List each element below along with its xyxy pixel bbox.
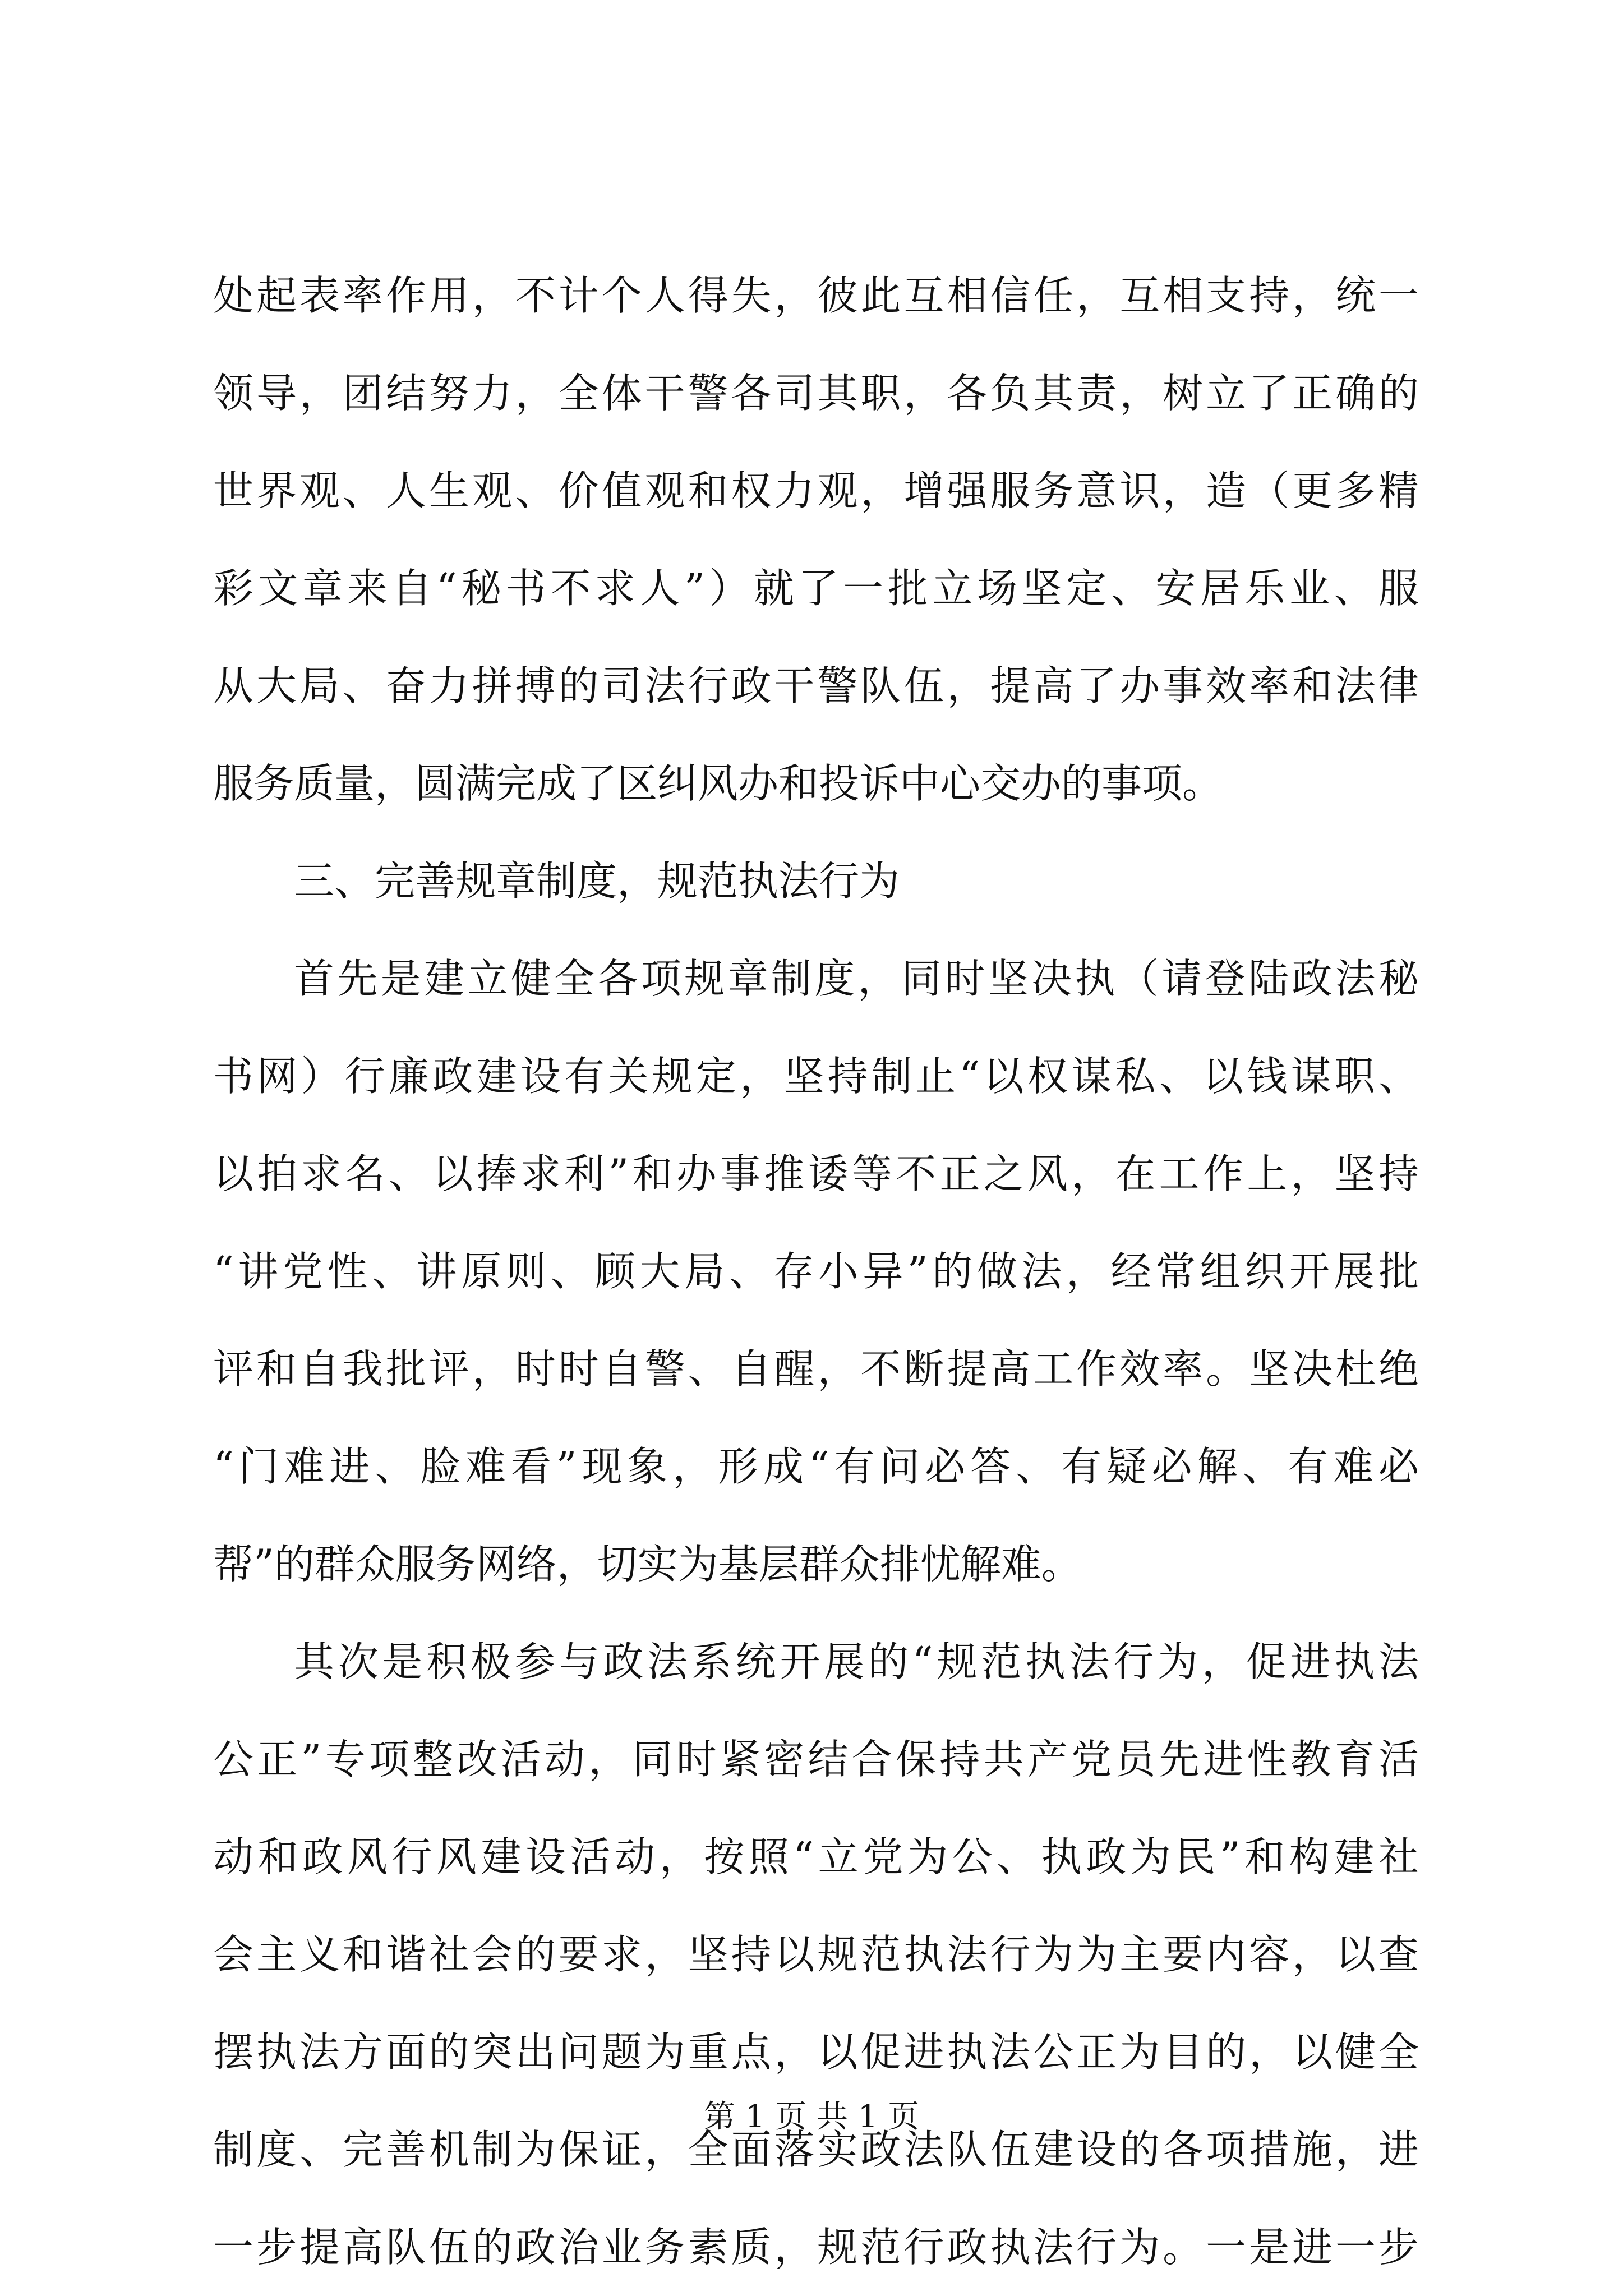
text-line: 摆执法方面的突出问题为重点，以促进执法公正为目的，以健全	[213, 2028, 1419, 2076]
text-line: 彩文章来自“秘书不求人”）就了一批立场坚定、安居乐业、服	[213, 565, 1419, 612]
text-line: 制度、完善机制为保证，全面落实政法队伍建设的各项措施，进	[213, 2126, 1419, 2173]
text-line: 评和自我批评，时时自警、自醒，不断提高工作效率。坚决杜绝	[213, 1345, 1419, 1393]
text-line: 公正”专项整改活动，同时紧密结合保持共产党员先进性教育活	[213, 1736, 1419, 1783]
paragraph-first-line: 首先是建立健全各项规章制度，同时坚决执（请登陆政法秘	[294, 955, 1419, 1002]
text-line: 服务质量，圆满完成了区纠风办和投诉中心交办的事项。	[213, 760, 1223, 807]
page-footer: 第 1 页 共 1 页	[703, 2099, 920, 2135]
text-line: 动和政风行风建设活动，按照“立党为公、执政为民”和构建社	[213, 1833, 1419, 1880]
text-line: 从大局、奋力拼搏的司法行政干警队伍，提高了办事效率和法律	[213, 662, 1419, 709]
text-line: 领导，团结努力，全体干警各司其职，各负其责，树立了正确的	[213, 370, 1419, 417]
text-line: 以拍求名、以捧求利”和办事推诿等不正之风，在工作上，坚持	[213, 1150, 1419, 1197]
document-body	[213, 247, 1419, 2296]
text-line: “门难进、脸难看”现象，形成“有问必答、有疑必解、有难必	[213, 1443, 1419, 1490]
text-line: 会主义和谐社会的要求，坚持以规范执法行为为主要内容，以查	[213, 1931, 1419, 1978]
paragraph-first-line: 其次是积极参与政法系统开展的“规范执法行为，促进执法	[294, 1638, 1419, 1685]
text-line: 处起表率作用，不计个人得失，彼此互相信任，互相支持，统一	[213, 272, 1419, 319]
section-heading: 三、完善规章制度，规范执法行为	[294, 857, 900, 905]
text-line: 世界观、人生观、价值观和权力观，增强服务意识，造（更多精	[213, 467, 1419, 514]
text-line: 一步提高队伍的政治业务素质，规范行政执法行为。一是进一步	[213, 2224, 1419, 2271]
text-line: 书网）行廉政建设有关规定，坚持制止“以权谋私、以钱谋职、	[213, 1053, 1419, 1100]
text-line: “讲党性、讲原则、顾大局、存小异”的做法，经常组织开展批	[213, 1248, 1419, 1295]
text-line: 帮”的群众服务网络，切实为基层群众排忧解难。	[213, 1541, 1082, 1588]
